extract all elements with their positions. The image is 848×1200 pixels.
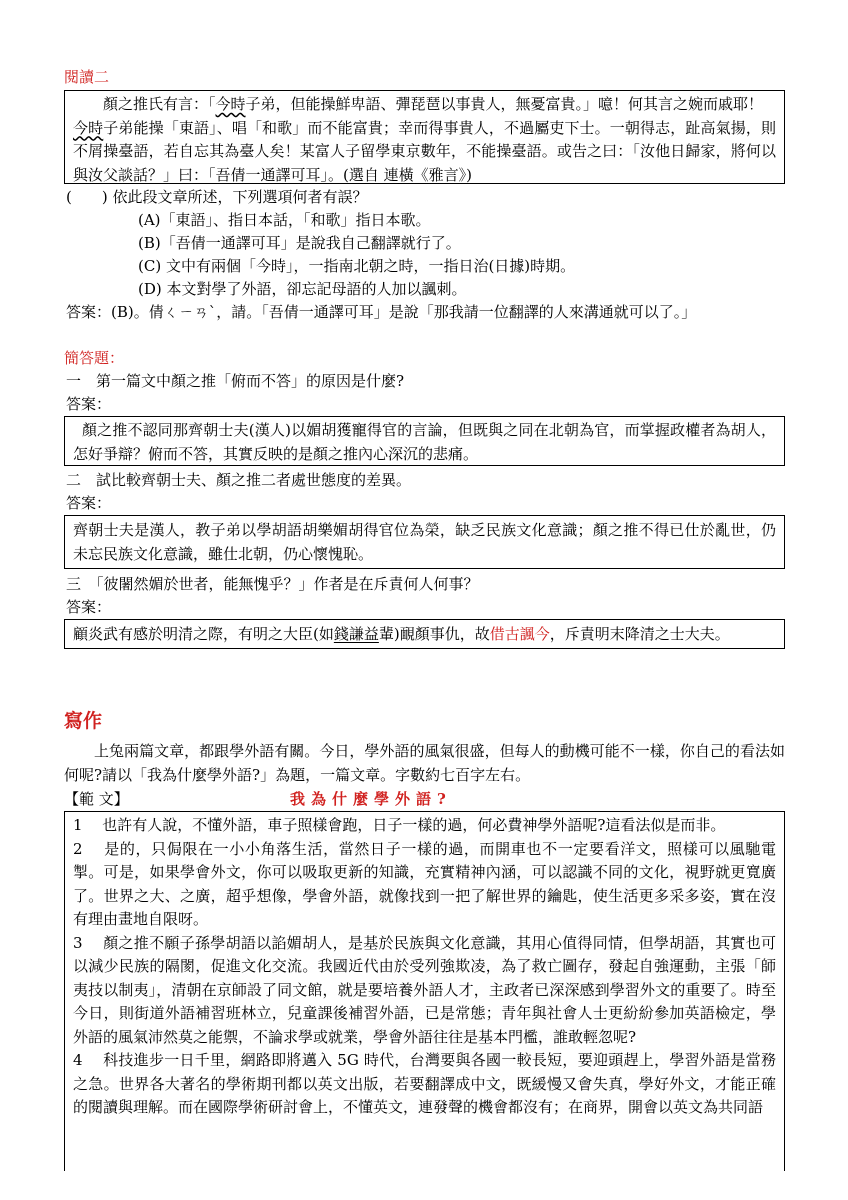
option-d: (D) 本文對學了外語，卻忘記母語的人加以諷刺。 xyxy=(138,280,467,298)
answer-1-text: 顏之推不認同那齊朝士夫(漢人)以媚胡獲寵得官的言論，但既與之同在北朝為官，而掌握政權者為胡人，怎好爭辯？俯而不答，其實反映的是顏之推內心深沉的悲痛。 xyxy=(73,421,776,463)
question-3: 三 「彼闍然媚於世者，能無愧乎？」作者是在斥責何人何事？ xyxy=(66,575,479,593)
essay-paragraph-3: 3 顏之推不願子孫學胡語以諂媚胡人，是基於民族與文化意識，其用心值得同情，但學胡語，其實也可以減少民族的隔閡，促進文化交流。我國近代由於受列強欺凌，為了救亡圖存，發起自強運動，主張「師夷技以制夷」，清朝在京師設了同文館，就是要培養外語人才，主政者已深深感到學習外文的重要了。時至今日，則街道外語補習班林立，兒童課後補習外語，已是常態；青年與社會人士更紛紛參加英語檢定，學外語的風氣沛然莫之能禦，不論求學或就業，學會外語往往是基本門檻，誰敢輕忽呢? xyxy=(73,933,776,1046)
short-answer-heading: 簡答題： xyxy=(64,349,125,367)
reading2-question: ( ) 依此段文章所述，下列選項何者有誤？ xyxy=(66,188,368,206)
highlighted-phrase: 借古諷今 xyxy=(489,625,550,643)
wavy-term: 今時 xyxy=(73,118,104,137)
wavy-term: 今時 xyxy=(215,95,246,113)
option-b: (B)「吾倩一通譯可耳」是說我自己翻譯就行了。 xyxy=(138,234,461,252)
option-a: (A)「東語」、指日本話，「和歌」指日本歌。 xyxy=(138,211,431,229)
writing-prompt: 上兔兩篇文章，都跟學外語有關。今日，學外語的風氣很盛，但每人的動機可能不一樣，你自己的看法如何呢?請以「我為什麼學外語?」為題，一篇文章。字數約七百字左右。 xyxy=(64,742,785,784)
answer-3-text: 顧炎武有感於明清之際，有明之大臣(如錢謙益輩)靦顏事仇，故借古諷今，斥責明末降清之士大夫。 xyxy=(73,625,730,643)
sample-essay-box xyxy=(64,811,785,1171)
answer-3-box xyxy=(64,619,785,649)
option-c: (C) 文中有兩個「今時」，一指南北朝之時，一指日治(日據)時期。 xyxy=(138,257,576,275)
question-2: 二 試比較齊朝士夫、顏之推二者處世態度的差異。 xyxy=(66,471,412,489)
answer-1-box xyxy=(64,416,785,466)
reading2-passage: 顏之推氏有言：「今時子弟，但能操鮮卑語、彈琵琶以事貴人，無憂富貴。」噫！何其言之婉而戚耶！ 今時子弟能操「東語」、唱「和歌」而不能富貴；幸而得事貴人，不過屬吏下士。一朝得志，趾高氣揚，則不屑操臺語，若自忘其為臺人矣！某富人子留學東京數年，不能操臺語。或告之曰：「汝他日歸家，將何以與汝父談話？」曰：「吾倩一通譯可耳」。(選自 連橫《雅言》) xyxy=(73,95,776,184)
question-3-answer-label: 答案： xyxy=(66,598,112,616)
answer-2-text: 齊朝士夫是漢人，教子弟以學胡語胡樂媚胡得官位為榮，缺乏民族文化意識；顏之推不得已仕於亂世，仍未忘民族文化意識，雖仕北朝，仍心懷愧恥。 xyxy=(73,521,776,563)
answer-2-box xyxy=(64,515,785,569)
sample-label: 【範 文】 xyxy=(64,790,129,808)
question-1: 一 第一篇文中顏之推「俯而不答」的原因是什麼? xyxy=(66,372,405,390)
reading2-answer: 答案：(B)。倩ㄑㄧㄢˋ，請。「吾倩一通譯可耳」是說「那我請一位翻譯的人來溝通就可以了。」 xyxy=(66,303,697,321)
underlined-name: 錢謙益 xyxy=(333,625,379,643)
question-1-answer-label: 答案： xyxy=(66,395,112,413)
reading2-heading: 閱讀二 xyxy=(64,68,110,86)
sample-title: 我為什麼學外語? xyxy=(290,790,452,808)
reading2-passage-box xyxy=(64,90,785,184)
essay-paragraph-4: 4 科技進步一日千里，網路即將邁入 5G 時代，台灣要與各國一較長短，要迎頭趕上，學習外語是當務之急。世界各大著名的學術期刊都以英文出版，若要翻譯成中文，既緩慢又會失真，學好外文，才能正確的閱讀與理解。而在國際學術研討會上，不懂英文，連發聲的機會都沒有；在商界，開會以英文為共同語 xyxy=(73,1051,776,1116)
writing-heading: 寫作 xyxy=(64,710,103,732)
essay-paragraph-1: 1 也許有人說，不懂外語，車子照樣會跑，日子一樣的過，何必費神學外語呢?這看法似是而非。 xyxy=(73,816,726,834)
essay-paragraph-2: 2 是的，只侷限在一小小角落生活，當然日子一樣的過，而開車也不一定要看洋文，照樣可以風馳電掣。可是，如果學會外文，你可以吸取更新的知識，充實精神內涵，可以認識不同的文化，視野就更寬廣了。世界之大、之廣，超乎想像，學會外語，就像找到一把了解世界的鑰匙，使生活更多采多姿，實在沒有理由畫地自限呀。 xyxy=(73,839,776,928)
question-2-answer-label: 答案： xyxy=(66,494,112,512)
